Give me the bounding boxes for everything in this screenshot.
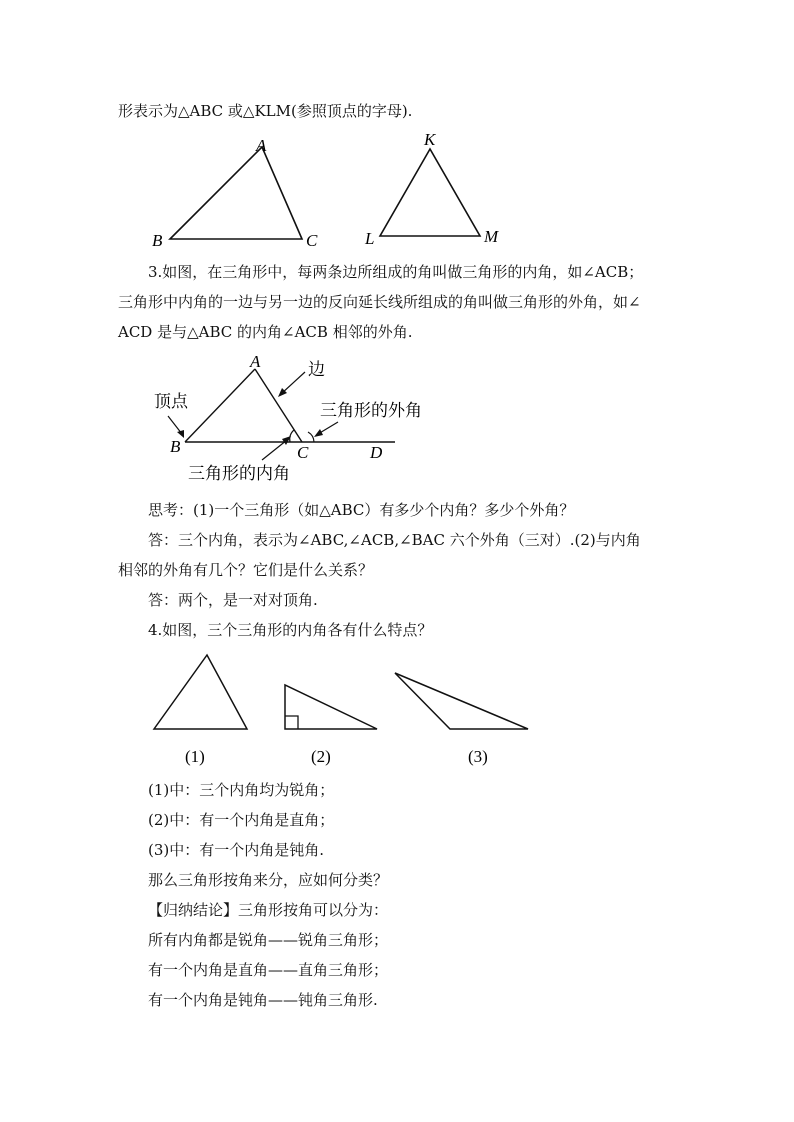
vertex-label-k: K [424, 130, 436, 149]
edge-label: 边 [308, 360, 325, 379]
figure-three-triangles [145, 648, 540, 773]
figure-number-1: (1) [185, 747, 205, 766]
text-line-intro: 形表示为△ABC 或△KLM(参照顶点的字母). [118, 102, 413, 120]
vertex-label-c: C [297, 443, 309, 462]
answer-line: 答：两个，是一对对顶角. [148, 591, 318, 609]
interior-angle-arc [290, 430, 294, 442]
paragraph-line: ACD 是与△ABC 的内角∠ACB 相邻的外角. [118, 323, 413, 341]
summary-line: (1)中：三个内角均为锐角； [148, 781, 335, 799]
side-ac [255, 369, 302, 442]
interior-arrow [262, 440, 287, 460]
qa-block [118, 495, 678, 645]
vertex-label-a: A [250, 352, 261, 371]
summary-line: (2)中：有一个内角是直角； [148, 811, 335, 829]
summary-line: 有一个内角是直角——直角三角形； [148, 961, 389, 979]
figure-triangles-abc-klm [140, 125, 520, 250]
vertex-label-b: B [152, 231, 163, 250]
paragraph-interior-exterior [118, 257, 678, 347]
summary-line: 那么三角形按角来分，应如何分类？ [148, 871, 389, 889]
triangle-acute [154, 655, 247, 729]
vertex-label-a: A [256, 136, 267, 155]
question-4: 4.如图，三个三角形的内角各有什么特点？ [148, 621, 433, 639]
summary-line: 有一个内角是钝角——钝角三角形. [148, 991, 378, 1009]
vertex-label-m: M [484, 227, 499, 246]
figure-number-2: (2) [311, 747, 331, 766]
interior-angle-label: 三角形的内角 [188, 464, 290, 483]
figure-number-3: (3) [468, 747, 488, 766]
summary-line: 【归纳结论】三角形按角可以分为： [148, 901, 389, 919]
summary-line: 所有内角都是锐角——锐角三角形； [148, 931, 389, 949]
triangle-klm [380, 149, 480, 236]
exterior-angle-label: 三角形的外角 [320, 401, 422, 420]
vertex-label-l: L [365, 229, 375, 248]
paragraph-line: 3.如图，在三角形中，每两条边所组成的角叫做三角形的内角，如∠ACB； [148, 263, 644, 281]
answer-line: 答：三个内角，表示为∠ABC,∠ACB,∠BAC 六个外角（三对）.(2)与内角 [148, 531, 641, 549]
right-angle-mark [285, 716, 298, 729]
side-ba [185, 369, 255, 442]
triangle-obtuse [395, 673, 528, 729]
exterior-angle-arc [308, 432, 314, 442]
answer-line: 相邻的外角有几个？它们是什么关系？ [118, 561, 374, 579]
triangle-right [285, 685, 377, 729]
vertex-label-b: B [170, 437, 181, 456]
exterior-arrowhead [314, 429, 323, 437]
vertex-label: 顶点 [154, 392, 188, 411]
vertex-label-c: C [306, 231, 318, 250]
summary-block [148, 775, 708, 1015]
think-question: 思考：(1)一个三角形（如△ABC）有多少个内角？多少个外角？ [148, 501, 575, 519]
vertex-label-d: D [370, 443, 383, 462]
summary-line: (3)中：有一个内角是钝角. [148, 841, 325, 859]
paragraph-line: 三角形中内角的一边与另一边的反向延长线所组成的角叫做三角形的外角，如∠ [118, 293, 641, 311]
figure-exterior-angle [140, 350, 430, 490]
triangle-abc [170, 147, 302, 239]
